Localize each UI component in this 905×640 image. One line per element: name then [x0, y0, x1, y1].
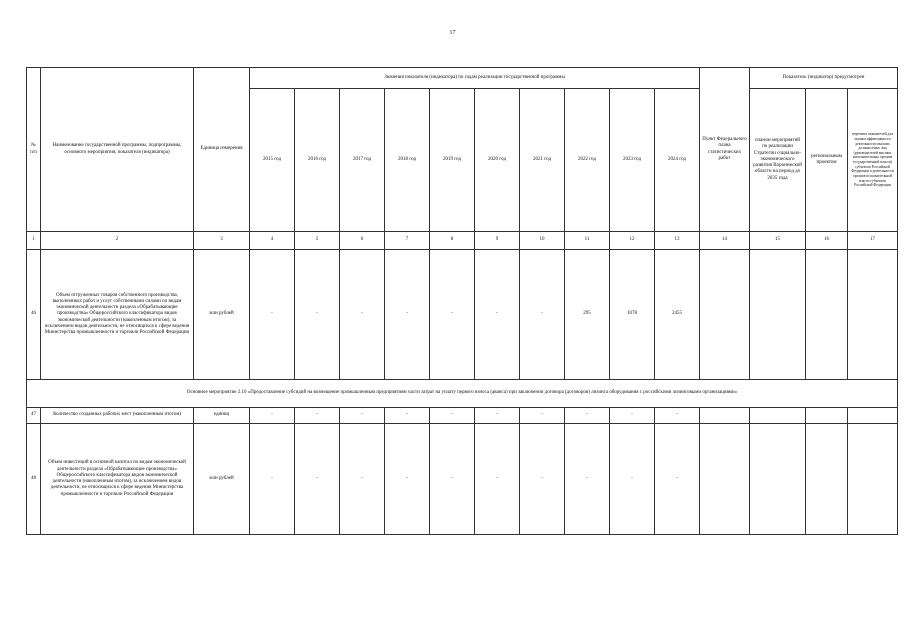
table-row — [27, 408, 898, 424]
column-number: 17 — [848, 232, 898, 250]
subheading-row — [27, 380, 898, 408]
values-group-header: Значения показателя (индикатора) по годам реализации государственной программы — [250, 68, 700, 89]
value-cell: - — [475, 424, 520, 535]
unit-cell: млн рублей — [194, 250, 250, 380]
year-header: 2023 год — [610, 89, 655, 232]
column-number: 4 — [250, 232, 295, 250]
value-cell: 2455 — [655, 250, 700, 380]
year-header: 2021 год — [520, 89, 565, 232]
table-row — [27, 424, 898, 535]
indicator-group-header: Показатель (индикатор) предусмотрен — [750, 68, 898, 89]
column-number: 8 — [430, 232, 475, 250]
value-cell: - — [340, 408, 385, 424]
row-number: 48 — [27, 424, 41, 535]
empty-cell — [700, 408, 750, 424]
empty-cell — [806, 408, 848, 424]
header-row-1 — [27, 68, 898, 89]
value-cell: - — [565, 408, 610, 424]
col-efficiency-list-header: перечнем показателей для оценки эффективности деятельности высших должностных лиц (руководителей высших исполнительных органов государственной власти) субъектов Российской Федерации и деятельности органов исполнительной власти субъектов Российской Федерации — [848, 89, 898, 232]
column-number: 13 — [655, 232, 700, 250]
col-stat-header: Пункт Федерального плана статистических работ — [700, 68, 750, 232]
empty-cell — [750, 408, 806, 424]
value-cell: - — [475, 408, 520, 424]
value-cell: - — [340, 424, 385, 535]
column-number: 5 — [295, 232, 340, 250]
empty-cell — [700, 424, 750, 535]
value-cell: - — [520, 408, 565, 424]
empty-cell — [750, 424, 806, 535]
value-cell: - — [430, 408, 475, 424]
empty-cell — [700, 250, 750, 380]
empty-cell — [848, 408, 898, 424]
value-cell: - — [565, 424, 610, 535]
year-header: 2020 год — [475, 89, 520, 232]
indicator-name: Объем инвестиций в основной капитал по видам экономической деятельности раздела «Обрабатывающие производства» Общероссийского классификатора видов экономической деятельности (накопленным итогом), за исключением видов деятельности, не относящихся к сфере ведения Министерства промышленности и торговли Российской Федерации — [41, 424, 194, 535]
value-cell: - — [250, 408, 295, 424]
value-cell: - — [430, 250, 475, 380]
empty-cell — [848, 424, 898, 535]
col-strategy-header: планом мероприятий по реализации Стратегии социально-экономического развития Воронежской области на период до 2035 года — [750, 89, 806, 232]
unit-cell: млн рублей — [194, 424, 250, 535]
value-cell: - — [385, 424, 430, 535]
empty-cell — [848, 250, 898, 380]
indicator-name: Объем отгруженных товаров собственного производства, выполненных работ и услуг собственными силами по видам экономической деятельности раздела «Обрабатывающие производства» Общероссийского классификатора видов экономической деятельности (накопленным итогом), за исключением видов деятельности, не относящихся к сфере ведения Министерства промышленности и торговли Российской Федерации — [41, 250, 194, 380]
column-number: 1 — [27, 232, 41, 250]
column-number: 12 — [610, 232, 655, 250]
col-name-header: Наименование государственной программы, подпрограммы, основного мероприятия, показателя (индикатора) — [41, 68, 194, 232]
value-cell: - — [655, 424, 700, 535]
unit-cell: единиц — [194, 408, 250, 424]
value-cell: 295 — [565, 250, 610, 380]
value-cell: - — [385, 250, 430, 380]
column-number: 7 — [385, 232, 430, 250]
year-header: 2019 год — [430, 89, 475, 232]
value-cell: - — [295, 424, 340, 535]
row-number: 47 — [27, 408, 41, 424]
value-cell: - — [250, 424, 295, 535]
value-cell: - — [475, 250, 520, 380]
year-header: 2017 год — [340, 89, 385, 232]
value-cell: - — [610, 424, 655, 535]
row-number: 46 — [27, 250, 41, 380]
column-number: 2 — [41, 232, 194, 250]
indicators-table — [26, 67, 898, 535]
page-number: 17 — [449, 30, 456, 36]
value-cell: - — [520, 424, 565, 535]
column-numbers-row — [27, 232, 898, 250]
value-cell: 1078 — [610, 250, 655, 380]
column-number: 10 — [520, 232, 565, 250]
main-activity-heading: Основное мероприятие 2.10 «Предоставление субсидий на возмещение промышленным предприятиям части затрат на уплату первого взноса (аванса) при заключении договора (договоров) лизинга оборудования с российскими лизинговыми организациями» — [27, 380, 898, 408]
year-header: 2024 год — [655, 89, 700, 232]
table-row — [27, 250, 898, 380]
value-cell: - — [340, 250, 385, 380]
column-number: 11 — [565, 232, 610, 250]
column-number: 9 — [475, 232, 520, 250]
indicator-name: Количество созданных рабочих мест (накопленным итогом) — [41, 408, 194, 424]
column-number: 6 — [340, 232, 385, 250]
empty-cell — [806, 424, 848, 535]
year-header: 2022 год — [565, 89, 610, 232]
empty-cell — [806, 250, 848, 380]
year-header: 2018 год — [385, 89, 430, 232]
column-number: 16 — [806, 232, 848, 250]
value-cell: - — [430, 424, 475, 535]
col-num-header: № п/п — [27, 68, 41, 232]
value-cell: - — [610, 408, 655, 424]
column-number: 14 — [700, 232, 750, 250]
year-header: 2015 год — [250, 89, 295, 232]
col-unit-header: Единица измерения — [194, 68, 250, 232]
value-cell: - — [295, 250, 340, 380]
column-number: 3 — [194, 232, 250, 250]
value-cell: - — [385, 408, 430, 424]
column-number: 15 — [750, 232, 806, 250]
value-cell: - — [295, 408, 340, 424]
col-regional-project-header: региональным проектом — [806, 89, 848, 232]
value-cell: - — [655, 408, 700, 424]
year-header: 2016 год — [295, 89, 340, 232]
value-cell: - — [250, 250, 295, 380]
empty-cell — [750, 250, 806, 380]
value-cell: - — [520, 250, 565, 380]
